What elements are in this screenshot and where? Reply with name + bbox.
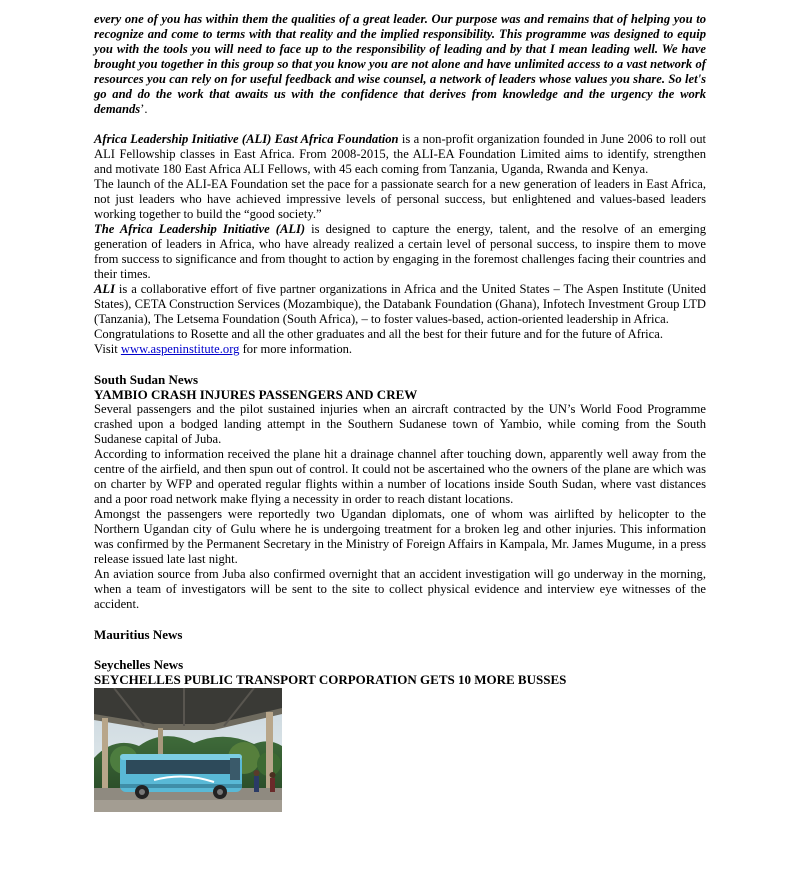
ali-initiative-paragraph (94, 222, 706, 282)
ali-ea-name: Africa Leadership Initiative (ALI) East Africa Foundation (94, 132, 399, 146)
article-paragraph: Several passengers and the pilot sustained injuries when an aircraft contracted by the UN’s World Food Programme crashed upon a bodged landing attempt in the Southern Sudanese town of Yambio, while coming from the South Sudanese capital of Juba. (94, 402, 706, 446)
yambio-crash-headline: YAMBIO CRASH INJURES PASSENGERS AND CREW (94, 387, 418, 402)
bus-photo-illustration (94, 688, 282, 812)
quote-closing: ’. (140, 102, 148, 116)
leadership-quote (94, 12, 706, 117)
congratulations-text: Congratulations to Rosette and all the other graduates and all the best for their future and for the future of Africa. (94, 327, 663, 341)
ali-ea-text: is a non-profit organization founded in June 2006 to roll out ALI Fellowship classes in East Africa. From 2008-2015, the ALI-EA Foundation Limited aims to identify, strengthen and motivate 180 East Africa ALI Fellows, with 45 each coming from Tanzania, Uganda, Rwanda and Kenya. (94, 132, 706, 176)
article-paragraph: An aviation source from Juba also confirmed overnight that an accident investigation will go underway in the morning, when a team of investigators will be sent to the site to collect physical evidence and interview eye witnesses of the accident. (94, 567, 706, 611)
document-page (94, 12, 706, 812)
ali-partners-paragraph (94, 282, 706, 327)
congratulations-paragraph (94, 327, 706, 357)
article-paragraph: According to information received the plane hit a drainage channel after touching down, apparently well away from the centre of the airfield, and then spun out of control. It could not be ascertained who the owners of the plane are which was on charter by WFP and operated regular flights within a number of locations inside South Sudan, where vast distances and a poor road network make flying a necessity in order to reach distant locations. (94, 447, 706, 506)
quote-text: every one of you has within them the qualities of a great leader. Our purpose was and remains that of helping you to recognize and come to terms with that reality and the implied responsibility. This programme was designed to equip you with the tools you will need to face up to the responsibility of leading and by that I mean leading well. We have brought you together in this group so that you know you are not alone and have unlimited access to a vast network of resources you can rely on for useful feedback and wise counsel, a network of leaders whose values you share. So let's go and do the work that awaits us with the confidence that derives from knowledge and the urgency the work demands (94, 12, 706, 116)
ali-initiative-text: is designed to capture the energy, talent, and the resolve of an emerging generation of leaders in Africa, who have already realized a certain level of personal success, to inspire them to move from success to significance and from thought to action by engaging in the foremost challenges facing their countries and their times. (94, 222, 707, 281)
seychelles-bus-headline: SEYCHELLES PUBLIC TRANSPORT CORPORATION GETS 10 MORE BUSSES (94, 672, 567, 687)
ali-ea-launch-paragraph: The launch of the ALI-EA Foundation set the pace for a passionate search for a new generation of leaders in East Africa, not just leaders who have achieved impressive levels of personal success, but enlightened and values-based leaders working together to build the “good society.” (94, 177, 706, 221)
aspen-institute-link[interactable]: www.aspeninstitute.org (120, 342, 240, 356)
bus-station-photo (94, 688, 282, 812)
south-sudan-section-heading: South Sudan News (94, 372, 199, 387)
mauritius-section-heading: Mauritius News (94, 627, 183, 642)
article-paragraph: Amongst the passengers were reportedly two Ugandan diplomats, one of whom was airlifted by helicopter to the Northern Ugandan city of Gulu where he is undergoing treatment for a broken leg and other injuries. This information was confirmed by the Permanent Secretary in the Ministry of Foreign Affairs in Kampala, Mr. James Mugume, in a press release issued late last night. (94, 507, 706, 566)
ali-partners-text: is a collaborative effort of five partner organizations in Africa and the United States – The Aspen Institute (United States), CETA Construction Services (Mozambique), the Databank Foundation (Ghana), Infotech Investment Group LTD (Tanzania), The Letsema Foundation (South Africa), – to foster values-based, action-oriented leadership in Africa. (94, 282, 706, 326)
seychelles-section-heading: Seychelles News (94, 657, 184, 672)
ali-initiative-name: The Africa Leadership Initiative (ALI) (94, 222, 306, 236)
ali-abbrev: ALI (94, 282, 115, 296)
visit-prefix: Visit (94, 342, 121, 356)
ali-ea-paragraph (94, 132, 706, 177)
visit-suffix: for more information. (239, 342, 353, 356)
